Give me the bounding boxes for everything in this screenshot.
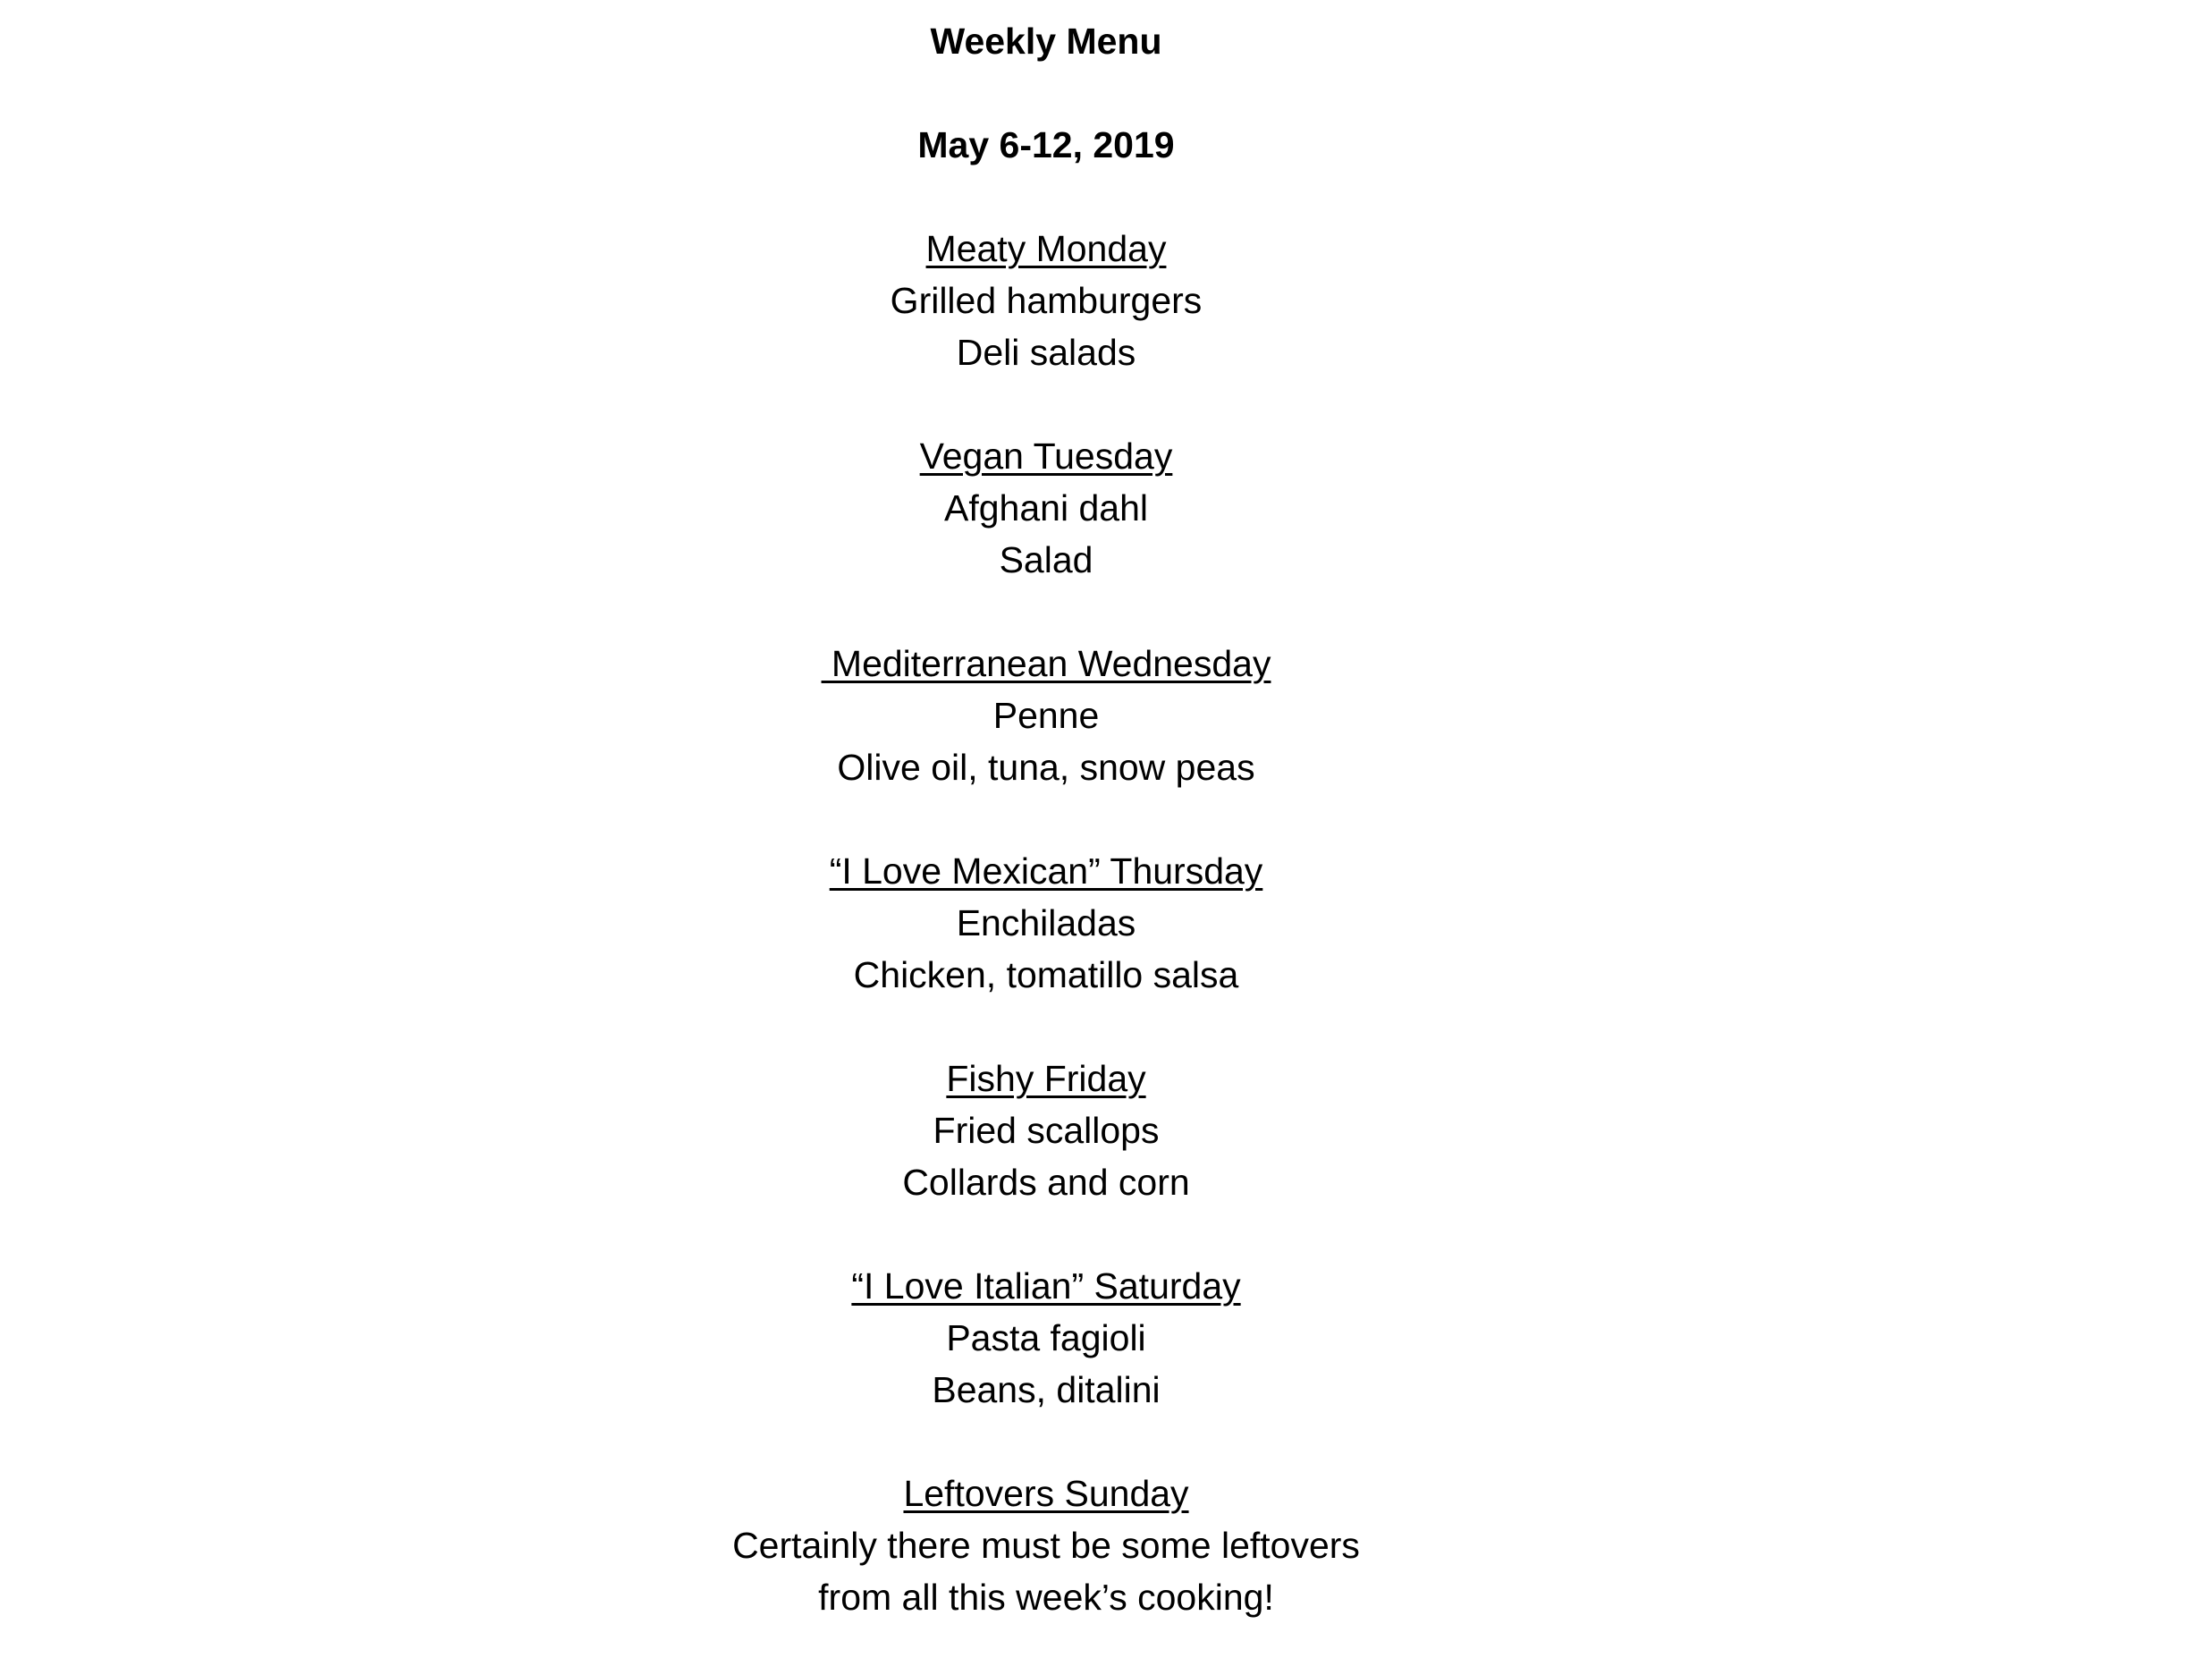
date-range: May 6-12, 2019 [917,124,1175,165]
menu-item: Grilled hamburgers [890,280,1203,321]
day-heading: Mediterranean Wednesday [821,643,1271,684]
menu-item: Salad [999,539,1093,580]
menu-item: Enchiladas [956,902,1136,943]
day-section-friday [0,1053,2092,1208]
day-section-monday [0,223,2092,378]
day-section-thursday [0,845,2092,1001]
menu-item: Olive oil, tuna, snow peas [837,747,1255,788]
menu-item: Chicken, tomatillo salsa [853,954,1239,995]
menu-item: Certainly there must be some leftovers [732,1525,1360,1566]
page-title: Weekly Menu [930,21,1162,62]
day-heading-line [0,638,2092,689]
day-section-wednesday [0,638,2092,793]
day-section-sunday [0,1468,2092,1623]
day-heading-line [0,845,2092,897]
day-heading: “I Love Italian” Saturday [851,1265,1241,1307]
day-heading-line [0,1260,2092,1312]
day-heading-line [0,1468,2092,1519]
day-heading-line [0,430,2092,482]
menu-item: Pasta fagioli [946,1317,1146,1358]
menu-item: Deli salads [956,332,1136,373]
menu-item: Fried scallops [933,1110,1160,1151]
day-heading: Fishy Friday [946,1058,1146,1099]
menu-item: Afghani dahl [944,487,1148,529]
day-heading: Leftovers Sunday [903,1473,1189,1514]
day-section-saturday [0,1260,2092,1416]
menu-item: Collards and corn [902,1162,1190,1203]
menu-item: Beans, ditalini [932,1369,1161,1410]
day-heading-line [0,223,2092,275]
day-section-tuesday [0,430,2092,586]
day-heading-line [0,1053,2092,1104]
menu-item: Penne [992,695,1100,736]
day-heading: Vegan Tuesday [919,436,1173,477]
menu-item: from all this week’s cooking! [818,1577,1274,1618]
day-heading: “I Love Mexican” Thursday [829,850,1263,892]
day-heading: Meaty Monday [925,228,1167,269]
